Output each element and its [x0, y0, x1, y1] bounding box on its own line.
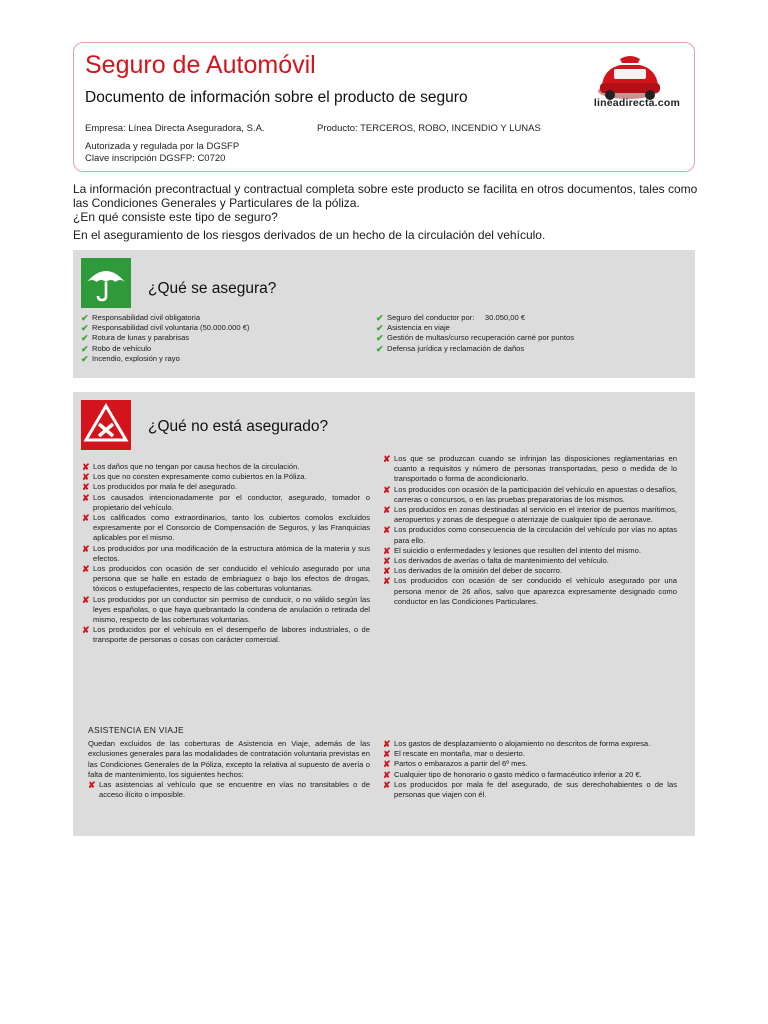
checkmark-icon: ✔: [81, 323, 89, 334]
not-insured-list-left: [82, 462, 370, 646]
travel-assistance-left: [88, 725, 370, 800]
list-item: ✔ Rotura de lunas y parabrisas: [81, 333, 190, 344]
list-item: ✔ Responsabilidad civil obligatoria: [81, 313, 201, 323]
cross-icon: ✘: [383, 525, 391, 536]
product-name: Producto: TERCEROS, ROBO, INCENDIO Y LUNAS: [317, 123, 541, 134]
cross-icon: ✘: [383, 739, 391, 749]
list-item: ✘ Los que se produzcan cuando se infrinjan las disposiciones reglamentarias en cuanto a requisitos y número de personas transportadas, peso o medida de lo transportado o forma de acondicionarlo.: [383, 454, 677, 484]
list-item: ✘ Los producidos por mala fe del asegurado.: [82, 482, 237, 493]
list-item: ✘ Los producidos por una modificación de la estructura atómica de la materia y sus efectos.: [82, 543, 370, 563]
cross-icon: ✘: [82, 482, 90, 493]
not-insured-title: ¿Qué no está asegurado?: [148, 418, 329, 435]
registration-code: Clave inscripción DGSFP: C0720: [85, 153, 226, 164]
cross-icon: ✘: [383, 545, 391, 556]
cross-icon: ✘: [383, 779, 391, 790]
cross-icon: ✘: [383, 576, 391, 587]
cross-icon: ✘: [82, 564, 90, 575]
cross-icon: ✘: [88, 780, 96, 791]
list-item: ✘ Partos o embarazos a partir del 6º mes.: [383, 759, 528, 770]
checkmark-icon: ✔: [376, 313, 384, 323]
intro-answer: En el aseguramiento de los riesgos derivados de un hecho de la circulación del vehículo.: [73, 228, 546, 242]
list-item: ✘ Los gastos de desplazamiento o alojamiento no descritos de forma expresa.: [383, 739, 651, 749]
travel-assistance-right: [383, 739, 677, 800]
checkmark-icon: ✔: [81, 353, 89, 364]
list-item: ✔ Responsabilidad civil voluntaria (50.000.000 €): [81, 323, 250, 334]
list-item: ✘ Las asistencias al vehículo que se encuentre en vías no transitables o de acceso ilícito o imposible.: [88, 780, 370, 800]
cross-icon: ✘: [82, 543, 90, 554]
insured-list-right: [376, 313, 686, 354]
list-item: ✘ Los producidos en zonas destinadas al servicio en el interior de puertos marítimos, aeropuertos y zonas de despegue o aterrizaje de cualquier tipo de aeronave.: [383, 505, 677, 525]
checkmark-icon: ✔: [376, 333, 384, 344]
list-item: ✘ Cualquier tipo de honorario o gasto médico o farmacéutico inferior a 20 €.: [383, 769, 642, 780]
travel-assistance-intro: Quedan excluidos de las coberturas de Asistencia en Viaje, además de las exclusiones generales para las modalidades de contratación voluntaria previstas en las Condiciones Generales de la Póliza, excepto la relativa al supuesto de avería o falta de mantenimiento, los siguientes hechos:: [88, 739, 370, 779]
cross-icon: ✘: [82, 472, 90, 483]
list-item: ✘ Los calificados como extraordinarios, tanto los cubiertos comolos excluidos expresamente por el Consorcio de Compensación de Seguros, y las Franquicias aplicables por el mismo.: [82, 513, 370, 543]
cross-icon: ✘: [383, 454, 391, 464]
intro-paragraph: La información precontractual y contractual completa sobre este producto se facilita en otros documentos, tales como las Condiciones Generales y Particulares de la póliza.: [73, 182, 698, 210]
cross-icon: ✘: [383, 484, 391, 495]
list-item: ✔ Defensa jurídica y reclamación de daños: [376, 343, 525, 354]
list-item: ✘ Los producidos con ocasión de la participación del vehículo en apuestas o desafíos, carreras o concursos, o en las pruebas preparatorias de los mismos.: [383, 484, 677, 504]
list-item: ✘ Los derivados de la omisión del deber de socorro.: [383, 566, 563, 577]
cross-icon: ✘: [383, 505, 391, 516]
company-name: Empresa: Línea Directa Aseguradora, S.A.: [85, 123, 265, 134]
cross-icon: ✘: [82, 492, 90, 503]
insured-list-left: [81, 313, 371, 364]
list-item: ✘ Los producidos con ocasión de ser conducido el vehículo asegurado por una persona menor de 26 años, salvo que aparezca expresamente designado como conductor en las Condiciones Particulares.: [383, 576, 677, 606]
list-item: ✘ Los derivados de averías o falta de mantenimiento del vehículo.: [383, 556, 609, 567]
cross-icon: ✘: [82, 513, 90, 524]
document-subtitle: Documento de información sobre el producto de seguro: [85, 89, 468, 106]
list-item: ✔ Gestión de multas/curso recuperación carné por puntos: [376, 333, 574, 344]
insured-panel: [73, 250, 695, 378]
list-item: ✘ Los producidos como consecuencia de la circulación del vehículo por vías no aptas para ello.: [383, 525, 677, 545]
list-item: ✘ El suicidio o enfermedades y lesiones que resulten del intento del mismo.: [383, 545, 641, 556]
intro-question: ¿En qué consiste este tipo de seguro?: [73, 210, 278, 224]
list-item: ✔ Robo de vehículo: [81, 343, 152, 354]
logo-website-text: lineadirecta.com: [593, 97, 680, 109]
document-title: Seguro de Automóvil: [85, 51, 316, 79]
cross-icon: ✘: [383, 759, 391, 770]
list-item: ✘ Los producidos por el vehículo en el desempeño de labores industriales, o de transporte de personas o cosas con carácter comercial.: [82, 625, 370, 645]
cross-icon: ✘: [383, 556, 391, 567]
umbrella-icon: [81, 258, 131, 308]
cross-icon: ✘: [383, 769, 391, 780]
checkmark-icon: ✔: [81, 313, 89, 323]
document-header: [73, 42, 695, 172]
list-item: ✘ Los daños que no tengan por causa hechos de la circulación.: [82, 462, 300, 472]
checkmark-icon: ✔: [376, 323, 384, 334]
list-item: ✔ Incendio, explosión y rayo: [81, 353, 180, 364]
list-item: ✔ Asistencia en viaje: [376, 323, 450, 334]
insured-title: ¿Qué se asegura?: [148, 280, 277, 297]
list-item: ✘ Los que no consten expresamente como cubiertos en la Póliza.: [82, 472, 307, 483]
list-item: ✘ Los producidos con ocasión de ser conducido el vehículo asegurado por una persona que se halle en estado de embriaguez o bajo los efectos de drogas, tóxicos o estupefacientes, respecto de las coberturas voluntarias.: [82, 564, 370, 594]
list-item: ✘ Los causados intencionadamente por el conductor, asegurado, tomador o propietario del vehículo.: [82, 492, 370, 512]
list-item: ✔ Seguro del conductor por: 30.050,00 €: [376, 313, 526, 323]
not-insured-list-right: [383, 454, 677, 607]
cross-icon: ✘: [383, 749, 391, 760]
travel-assistance-heading: ASISTENCIA EN VIAJE: [88, 725, 184, 735]
list-item: ✘ Los producidos por un conductor sin permiso de conducir, o no válido según las leyes españolas, o que haya quebrantado la condena de anulación o retirada del mismo, respecto de las coberturas voluntarias.: [82, 594, 370, 625]
not-insured-panel: [73, 392, 695, 836]
cross-icon: ✘: [82, 594, 90, 605]
cross-icon: ✘: [383, 566, 391, 577]
checkmark-icon: ✔: [81, 333, 89, 344]
checkmark-icon: ✔: [81, 343, 89, 354]
list-item: ✘ El rescate en montaña, mar o desierto.: [383, 749, 525, 760]
list-item: ✘ Los producidos por mala fe del asegurado, de sus derechohabientes o de las personas que viajen con él.: [383, 779, 677, 800]
excluded-x-icon: [81, 400, 131, 450]
regulator-text: Autorizada y regulada por la DGSFP: [85, 141, 240, 152]
cross-icon: ✘: [82, 625, 90, 636]
checkmark-icon: ✔: [376, 343, 384, 354]
cross-icon: ✘: [82, 462, 90, 472]
